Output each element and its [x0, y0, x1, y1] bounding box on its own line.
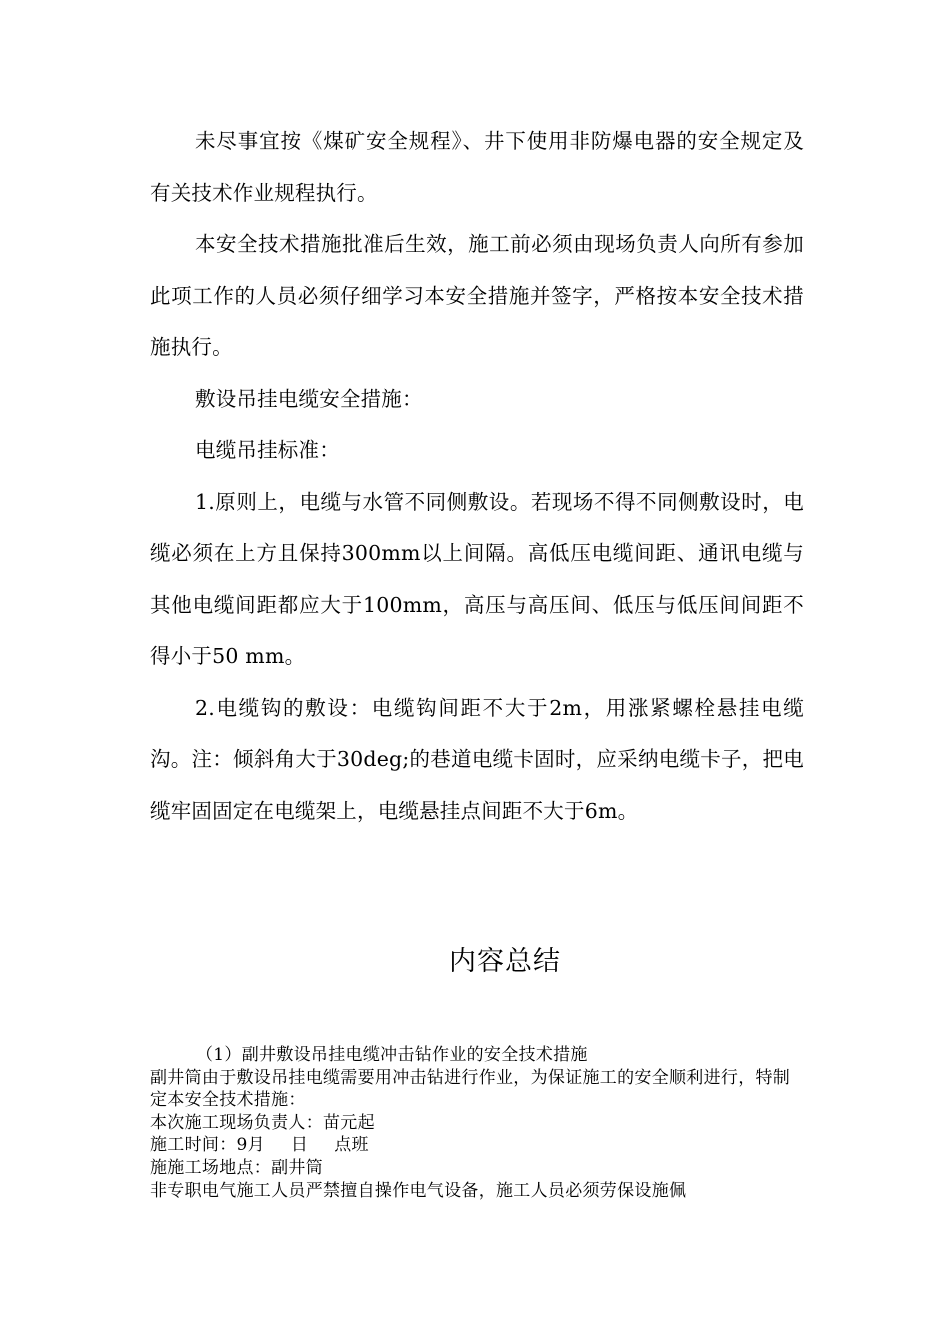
paragraph-standard-heading: 电缆吊挂标准：: [195, 438, 340, 462]
paragraph-rule-2: 2.电缆钩的敷设：电缆钩间距不大于2m，用涨紧螺栓悬挂电缆沟。注：倾斜角大于30deg;的巷道电缆卡固时，应采纳电缆卡子，把电缆牢固固定在电缆架上，电缆悬挂点间距不大于6m。: [150, 695, 804, 823]
summary-line-purpose: 副井筒由于敷设吊挂电缆需要用冲击钻进行作业，为保证施工的安全顺利进行，特制定本安全技术措施：: [150, 1067, 791, 1111]
summary-line-responsible: 本次施工现场负责人：苗元起: [150, 1112, 375, 1133]
summary-line-warning: 非专职电气施工人员严禁擅自操作电气设备，施工人员必须劳保设施佩: [150, 1180, 687, 1201]
summary-time-month: 施工时间：9月: [150, 1135, 265, 1156]
summary-section: [150, 1044, 800, 1202]
paragraph-approval: 本安全技术措施批准后生效，施工前必须由现场负责人向所有参加此项工作的人员必须仔细学习本安全措施并签字，严格按本安全技术措施执行。: [150, 232, 804, 359]
summary-line-title: （1）副井敷设吊挂电缆冲击钻作业的安全技术措施: [196, 1045, 588, 1065]
summary-time-day: 日: [290, 1135, 309, 1156]
summary-title: 内容总结: [449, 946, 561, 977]
paragraph-measures-heading: 敷设吊挂电缆安全措施：: [195, 386, 423, 411]
main-body: [150, 116, 804, 837]
summary-time-shift: 点班: [334, 1135, 369, 1156]
paragraph-rule-1: 1.原则上，电缆与水管不同侧敷设。若现场不得不同侧敷设时，电缆必须在上方且保持300mm以上间隔。高低压电缆间距、通讯电缆与其他电缆间距都应大于100mm，高压与高压间、低压与低压间间距不得小于50 mm。: [150, 489, 804, 668]
summary-line-time: [150, 1134, 800, 1157]
paragraph-regulations: 未尽事宜按《煤矿安全规程》、井下使用非防爆电器的安全规定及有关技术作业规程执行。: [150, 129, 804, 205]
summary-line-location: 施施工场地点：副井筒: [150, 1157, 323, 1178]
